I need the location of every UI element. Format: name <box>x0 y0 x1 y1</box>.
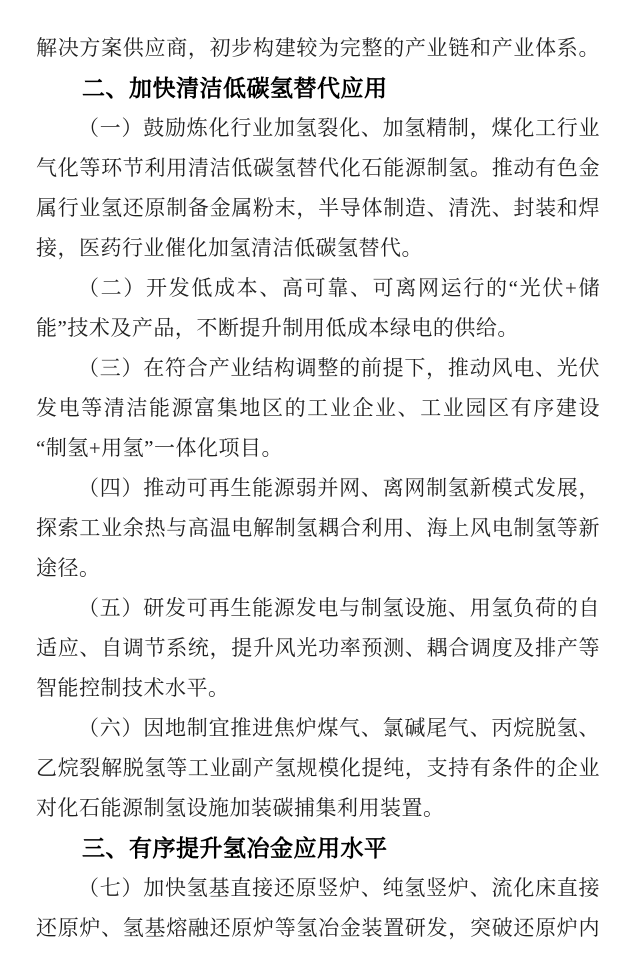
section-heading: 三、有序提升氢冶金应用水平 <box>82 835 388 861</box>
text-line: 途径。 <box>36 556 101 580</box>
text-line: “制氢+用氢”一体化项目。 <box>36 436 283 460</box>
text-line: （七）加快氢基直接还原竖炉、纯氢竖炉、流化床直接 <box>78 876 600 900</box>
text-line: 发电等清洁能源富集地区的工业企业、工业园区有序建设 <box>36 396 600 420</box>
section-heading: 二、加快清洁低碳氢替代应用 <box>82 75 388 101</box>
text-line: （五）研发可再生能源发电与制氢设施、用氢负荷的自 <box>78 596 600 620</box>
text-line: 智能控制技术水平。 <box>36 676 230 700</box>
text-line: （六）因地制宜推进焦炉煤气、氯碱尾气、丙烷脱氢、 <box>78 716 600 740</box>
text-line: 能”技术及产品，不断提升制用低成本绿电的供给。 <box>36 316 519 340</box>
text-line: 还原炉、氢基熔融还原炉等氢冶金装置研发，突破还原炉内 <box>36 916 600 940</box>
document-body <box>36 28 600 948</box>
text-line: （一）鼓励炼化行业加氢裂化、加氢精制，煤化工行业 <box>78 116 600 140</box>
text-line: 气化等环节利用清洁低碳氢替代化石能源制氢。推动有色金 <box>36 156 600 180</box>
text-line: 探索工业余热与高温电解制氢耦合利用、海上风电制氢等新 <box>36 516 600 540</box>
text-line: 解决方案供应商，初步构建较为完整的产业链和产业体系。 <box>36 36 600 60</box>
text-line: 乙烷裂解脱氢等工业副产氢规模化提纯，支持有条件的企业 <box>36 756 600 780</box>
text-line: （四）推动可再生能源弱并网、离网制氢新模式发展， <box>78 476 600 500</box>
text-line: （二）开发低成本、高可靠、可离网运行的“光伏+储 <box>78 276 600 300</box>
text-line: 接，医药行业催化加氢清洁低碳氢替代。 <box>36 236 423 260</box>
text-line: 适应、自调节系统，提升风光功率预测、耦合调度及排产等 <box>36 636 600 660</box>
text-line: 属行业氢还原制备金属粉末，半导体制造、清洗、封装和焊 <box>36 196 600 220</box>
text-line: （三）在符合产业结构调整的前提下，推动风电、光伏 <box>78 356 600 380</box>
text-line: 对化石能源制氢设施加装碳捕集利用装置。 <box>36 796 445 820</box>
